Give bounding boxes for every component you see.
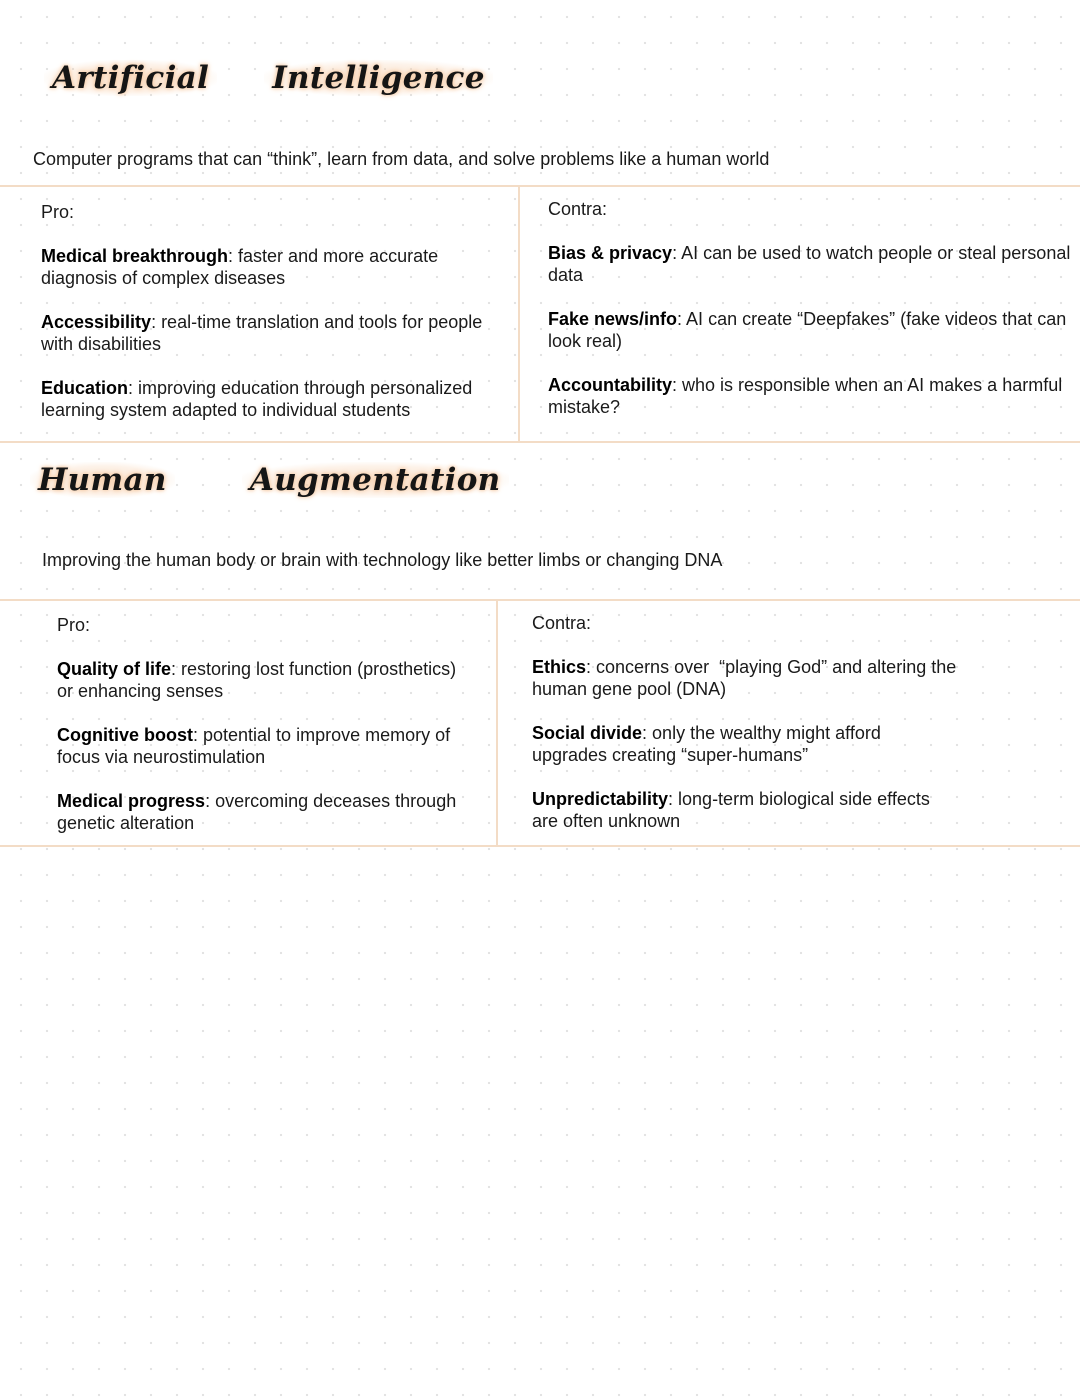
ai-title-line2: Intelligence [264, 60, 493, 96]
list-item [548, 308, 1080, 352]
list-item [532, 656, 956, 700]
ha-contra-column [532, 612, 956, 854]
item-term: Cognitive boost [57, 725, 193, 745]
ha-table-top-border [0, 599, 1080, 601]
item-term: Accessibility [41, 312, 152, 332]
ai-table-divider [518, 187, 520, 441]
ha-section-title [30, 462, 501, 498]
list-item [532, 722, 956, 766]
item-text: : AI can create “Deepfakes” (fake videos that can [677, 309, 1067, 329]
list-item [548, 242, 1080, 286]
list-item [41, 245, 482, 289]
ha-title-line2: Augmentation [242, 462, 509, 498]
item-term: Accountability [548, 375, 673, 395]
item-text: : overcoming deceases through [205, 791, 457, 811]
item-text-continued: focus via neurostimulation [57, 747, 266, 767]
item-text: : potential to improve memory of [193, 725, 451, 745]
item-term: Ethics [532, 657, 587, 677]
ai-contra-column [548, 198, 1080, 440]
ai-description: Computer programs that can “think”, learn from data, and solve problems like a human world [33, 149, 770, 169]
item-text-continued: mistake? [548, 397, 621, 417]
ha-pro-heading: Pro: [57, 615, 91, 635]
item-text-continued: learning system adapted to individual students [41, 400, 411, 420]
list-item [41, 311, 482, 355]
list-item [41, 377, 482, 421]
item-text: : concerns over “playing God” and altering the [586, 657, 957, 677]
item-term: Quality of life [57, 659, 172, 679]
item-text-continued: with disabilities [41, 334, 162, 354]
list-item [57, 790, 456, 834]
item-text: : AI can be used to watch people or steal personal [672, 243, 1071, 263]
item-text-continued: human gene pool (DNA) [532, 679, 727, 699]
item-term: Fake news/info [548, 309, 678, 329]
item-text-continued: genetic alteration [57, 813, 195, 833]
item-text: : who is responsible when an AI makes a harmful [672, 375, 1063, 395]
list-item [548, 374, 1080, 418]
item-term: Medical progress [57, 791, 206, 811]
ai-title-line1: Artificial [44, 60, 217, 96]
item-text: : real-time translation and tools for people [151, 312, 483, 332]
item-text-continued: look real) [548, 331, 623, 351]
ha-description: Improving the human body or brain with technology like better limbs or changing DNA [42, 550, 723, 570]
ha-title-line1: Human [30, 462, 175, 498]
ai-pro-heading: Pro: [41, 202, 75, 222]
ai-section-title [44, 60, 485, 96]
item-term: Unpredictability [532, 789, 669, 809]
item-text-continued: or enhancing senses [57, 681, 224, 701]
item-term: Bias & privacy [548, 243, 673, 263]
ai-pro-column [41, 201, 482, 443]
item-text: : improving education through personalized [128, 378, 473, 398]
item-term: Medical breakthrough [41, 246, 229, 266]
item-text-continued: are often unknown [532, 811, 681, 831]
list-item [532, 788, 956, 832]
item-text: : long-term biological side effects [668, 789, 930, 809]
item-text-continued: upgrades creating “super-humans” [532, 745, 809, 765]
ai-contra-heading: Contra: [548, 199, 608, 219]
list-item [57, 724, 456, 768]
item-text: : faster and more accurate [228, 246, 439, 266]
item-term: Education [41, 378, 129, 398]
list-item [57, 658, 456, 702]
item-text-continued: diagnosis of complex diseases [41, 268, 286, 288]
ha-table-divider [496, 601, 498, 846]
ha-pro-column [57, 614, 456, 856]
ha-contra-heading: Contra: [532, 613, 592, 633]
item-text-continued: data [548, 265, 584, 285]
item-text: : only the wealthy might afford [642, 723, 881, 743]
item-term: Social divide [532, 723, 643, 743]
ai-table-top-border [0, 185, 1080, 187]
item-text: : restoring lost function (prosthetics) [171, 659, 457, 679]
